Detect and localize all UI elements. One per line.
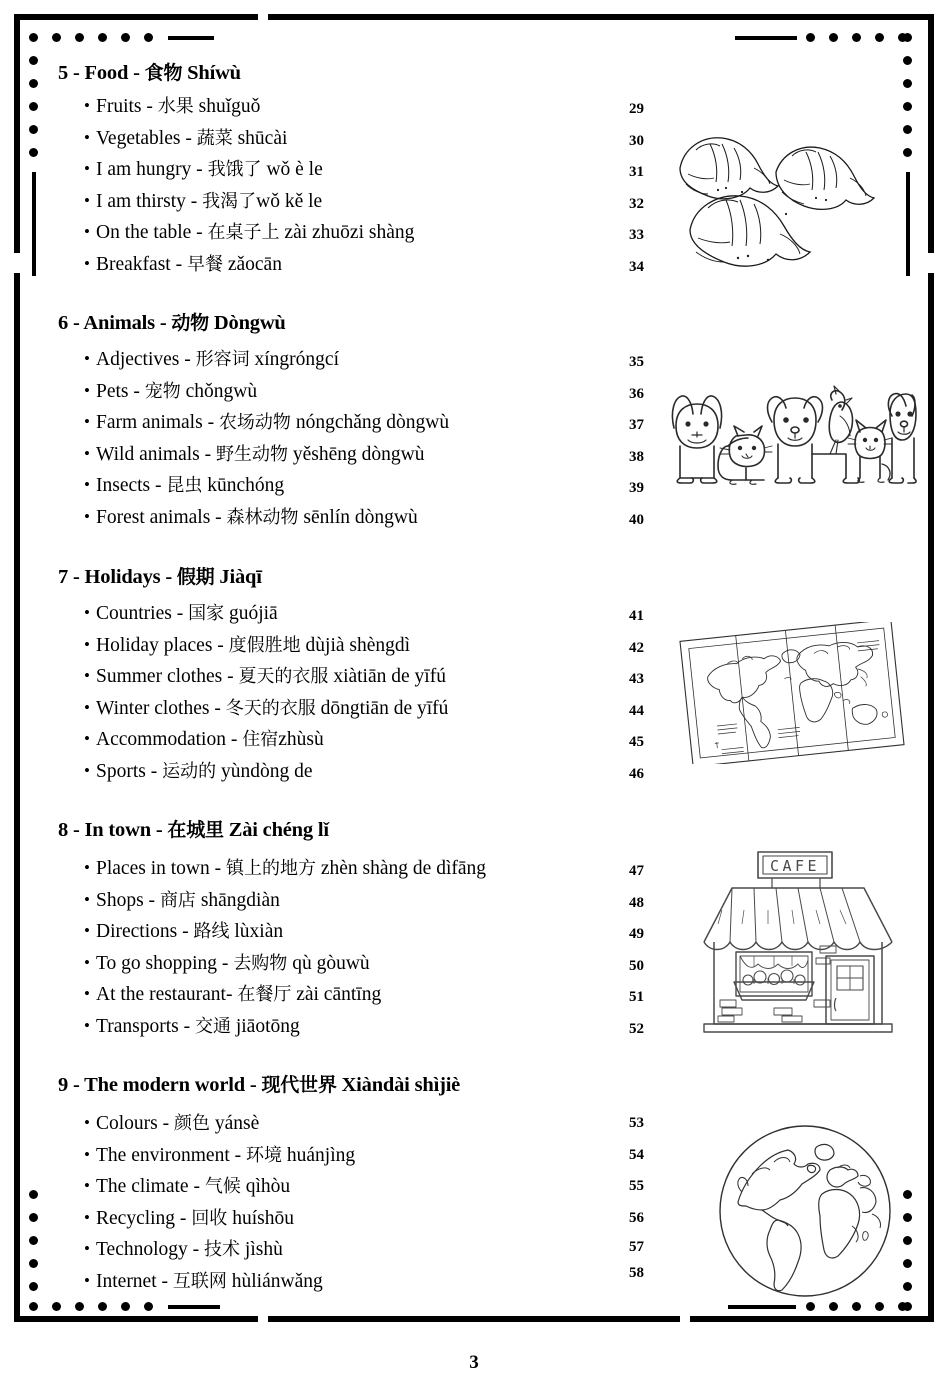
- entry-page-number: 42: [629, 639, 644, 656]
- bullet-icon: •: [84, 921, 90, 940]
- bullet-icon: •: [84, 952, 90, 972]
- bullet-icon: •: [84, 190, 90, 210]
- section-title-in-town: 8 - In town - 在城里 Zài chéng lǐ: [58, 819, 329, 841]
- entry-label: Internet - 互联网 hùliánwǎng: [96, 1270, 323, 1292]
- globe-illustration: [712, 1118, 898, 1304]
- entry-label: Places in town - 镇上的地方 zhèn shàng de dìfāng: [96, 858, 487, 879]
- entry-label: On the table - 在桌子上 zài zhuōzi shàng: [96, 222, 415, 243]
- list-item[interactable]: [84, 186, 664, 218]
- entry-label: Shops - 商店 shāngdiàn: [96, 889, 280, 911]
- entry-label: Summer clothes - 夏天的衣服 xiàtiān de yīfú: [96, 666, 446, 687]
- bullet-icon: •: [84, 1207, 90, 1227]
- entry-label: Forest animals - 森林动物 sēnlín dòngwù: [96, 506, 418, 528]
- bullet-icon: •: [84, 96, 90, 115]
- entry-label: Insects - 昆虫 kūnchóng: [96, 475, 285, 496]
- entry-page-number: 58: [629, 1264, 644, 1281]
- bullet-icon: •: [84, 729, 90, 748]
- entry-list-in-town: [84, 853, 664, 1042]
- list-item[interactable]: [84, 376, 664, 408]
- bullet-icon: •: [84, 1270, 90, 1290]
- entry-page-number: 34: [629, 258, 644, 275]
- entry-page-number: 52: [629, 1020, 644, 1037]
- entry-page-number: 37: [629, 417, 644, 433]
- list-item[interactable]: [84, 979, 664, 1011]
- entry-page-number: 45: [629, 734, 644, 750]
- pets-illustration: [660, 382, 918, 494]
- entry-label: To go shopping - 去购物 qù gòuwù: [96, 952, 370, 974]
- entry-label: Colours - 颜色 yánsè: [96, 1113, 260, 1134]
- page-number: 3: [469, 1352, 479, 1373]
- list-item[interactable]: [84, 1108, 664, 1140]
- list-item[interactable]: [84, 154, 664, 186]
- bullet-icon: •: [84, 858, 90, 877]
- entry-label: Breakfast - 早餐 zǎocān: [96, 253, 282, 275]
- bullet-icon: •: [84, 506, 90, 526]
- entry-label: Farm animals - 农场动物 nóngchǎng dòngwù: [96, 412, 450, 433]
- list-item[interactable]: [84, 948, 664, 980]
- entry-label: Directions - 路线 lùxiàn: [96, 921, 284, 942]
- list-item[interactable]: [84, 598, 664, 630]
- list-item[interactable]: [84, 916, 664, 948]
- entry-page-number: 35: [629, 354, 644, 370]
- entry-label: Wild animals - 野生动物 yěshēng dòngwù: [96, 443, 425, 465]
- entry-page-number: 41: [629, 608, 644, 624]
- entry-label: Recycling - 回收 huíshōu: [96, 1207, 294, 1229]
- entry-label: At the restaurant- 在餐厅 zài cāntīng: [96, 984, 382, 1005]
- bullet-icon: •: [84, 253, 90, 273]
- cafe-sign-text: CAFE: [769, 857, 821, 875]
- entry-label: Pets - 宠物 chǒngwù: [96, 380, 258, 402]
- list-item[interactable]: [84, 661, 664, 693]
- entry-page-number: 44: [629, 702, 644, 719]
- entry-page-number: 53: [629, 1115, 644, 1131]
- entry-label: Technology - 技术 jìshù: [96, 1239, 283, 1260]
- bullet-icon: •: [84, 1239, 90, 1258]
- entry-label: Sports - 运动的 yùndòng de: [96, 760, 313, 782]
- section-title-modern-world: 9 - The modern world - 现代世界 Xiàndài shìjiè: [58, 1074, 461, 1096]
- entry-page-number: 38: [629, 448, 644, 465]
- bullet-icon: •: [84, 349, 90, 368]
- bullet-icon: •: [84, 1015, 90, 1035]
- entry-label: The climate - 气候 qìhòu: [96, 1176, 291, 1197]
- list-item[interactable]: [84, 407, 664, 439]
- list-item[interactable]: [84, 1171, 664, 1203]
- list-item[interactable]: [84, 91, 664, 123]
- list-item[interactable]: [84, 756, 664, 788]
- list-item[interactable]: [84, 724, 664, 756]
- list-item[interactable]: [84, 439, 664, 471]
- list-item[interactable]: [84, 217, 664, 249]
- bullet-icon: •: [84, 412, 90, 431]
- world-map-illustration: [676, 622, 908, 764]
- bullet-icon: •: [84, 889, 90, 909]
- entry-page-number: 56: [629, 1209, 644, 1226]
- list-item[interactable]: [84, 885, 664, 917]
- entry-list-holidays: [84, 598, 664, 787]
- entry-list-food: [84, 91, 664, 280]
- list-item[interactable]: [84, 344, 664, 376]
- bullet-icon: •: [84, 443, 90, 463]
- list-item[interactable]: [84, 853, 664, 885]
- cafe-shop-illustration: [692, 848, 904, 1038]
- entry-list-modern-world: [84, 1108, 664, 1297]
- entry-label: I am thirsty - 我渴了wǒ kě le: [96, 190, 323, 212]
- section-title-holidays: 7 - Holidays - 假期 Jiàqī: [58, 566, 262, 588]
- entry-page-number: 43: [629, 671, 644, 687]
- list-item[interactable]: [84, 1011, 664, 1043]
- entry-label: Holiday places - 度假胜地 dùjià shèngdì: [96, 634, 411, 656]
- bullet-icon: •: [84, 1113, 90, 1132]
- bullet-icon: •: [84, 760, 90, 780]
- bullet-icon: •: [84, 634, 90, 654]
- bullet-icon: •: [84, 666, 90, 685]
- entry-page-number: 47: [629, 863, 644, 879]
- entry-label: Fruits - 水果 shuǐguǒ: [96, 96, 261, 117]
- entry-page-number: 31: [629, 164, 644, 180]
- entry-page-number: 33: [629, 227, 644, 243]
- entry-page-number: 55: [629, 1178, 644, 1194]
- bullet-icon: •: [84, 1144, 90, 1164]
- bullet-icon: •: [84, 1176, 90, 1195]
- entry-page-number: 57: [629, 1239, 644, 1255]
- entry-label: Winter clothes - 冬天的衣服 dōngtiān de yīfú: [96, 697, 449, 719]
- entry-page-number: 48: [629, 894, 644, 911]
- entry-page-number: 49: [629, 926, 644, 942]
- entry-page-number: 30: [629, 132, 644, 149]
- entry-page-number: 39: [629, 480, 644, 496]
- entry-label: The environment - 环境 huánjìng: [96, 1144, 356, 1166]
- entry-page-number: 32: [629, 195, 644, 212]
- entry-label: I am hungry - 我饿了 wǒ è le: [96, 159, 323, 180]
- bullet-icon: •: [84, 380, 90, 400]
- bullet-icon: •: [84, 159, 90, 178]
- list-item[interactable]: [84, 502, 664, 534]
- croissants-illustration: [666, 112, 916, 272]
- list-item[interactable]: [84, 1203, 664, 1235]
- entry-page-number: 46: [629, 765, 644, 782]
- list-item[interactable]: [84, 470, 664, 502]
- bullet-icon: •: [84, 475, 90, 494]
- entry-label: Vegetables - 蔬菜 shūcài: [96, 127, 288, 149]
- list-item[interactable]: [84, 630, 664, 662]
- bullet-icon: •: [84, 984, 90, 1003]
- bullet-icon: •: [84, 127, 90, 147]
- entry-page-number: 40: [629, 511, 644, 528]
- bullet-icon: •: [84, 697, 90, 717]
- list-item[interactable]: [84, 1234, 664, 1266]
- entry-page-number: 51: [629, 989, 644, 1005]
- bullet-icon: •: [84, 222, 90, 241]
- entry-label: Accommodation - 住宿zhùsù: [96, 729, 324, 750]
- entry-page-number: 36: [629, 385, 644, 402]
- bullet-icon: •: [84, 603, 90, 622]
- section-title-animals: 6 - Animals - 动物 Dòngwù: [58, 312, 286, 334]
- entry-page-number: 29: [629, 101, 644, 117]
- section-title-food: 5 - Food - 食物 Shíwù: [58, 62, 241, 84]
- entry-label: Adjectives - 形容词 xíngróngcí: [96, 349, 339, 370]
- entry-list-animals: [84, 344, 664, 533]
- list-item[interactable]: [84, 249, 664, 281]
- list-item[interactable]: [84, 1140, 664, 1172]
- list-item[interactable]: [84, 1266, 664, 1298]
- entry-page-number: 50: [629, 957, 644, 974]
- entry-page-number: 54: [629, 1146, 644, 1163]
- list-item[interactable]: [84, 693, 664, 725]
- list-item[interactable]: [84, 123, 664, 155]
- entry-label: Transports - 交通 jiāotōng: [96, 1015, 300, 1037]
- entry-label: Countries - 国家 guójiā: [96, 603, 278, 624]
